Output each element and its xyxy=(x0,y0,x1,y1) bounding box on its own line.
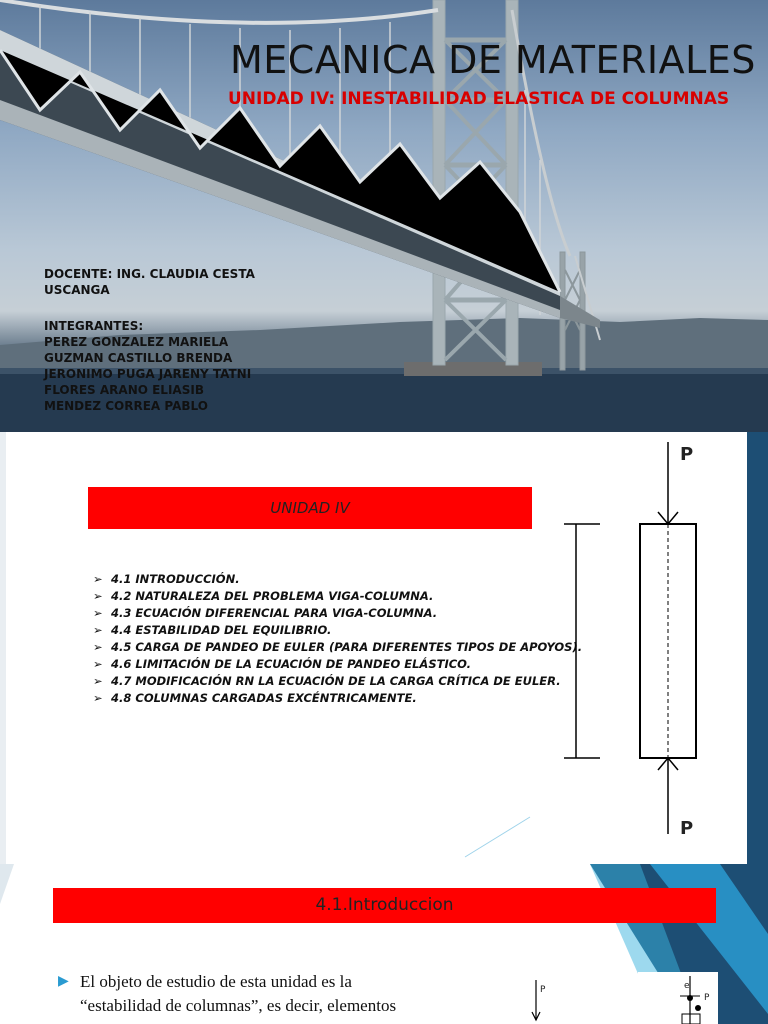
section-banner: 4.1.Introduccion xyxy=(53,888,716,923)
presentation-title: MECANICA DE MATERIALES xyxy=(230,38,756,82)
bullet-arrow-icon: ➢ xyxy=(93,606,103,620)
list-item xyxy=(93,656,582,673)
bullet-arrow-icon: ➢ xyxy=(93,572,103,586)
load-label-p1: P xyxy=(540,985,546,995)
integrante-name: GUZMAN CASTILLO BRENDA xyxy=(44,351,233,365)
list-item-text: 4.3 ECUACIÓN DIFERENCIAL PARA VIGA-COLUMNA. xyxy=(111,606,438,620)
eccentricity-label: e xyxy=(684,981,690,991)
contents-slide xyxy=(0,432,768,864)
bullet-arrow-icon: ➢ xyxy=(93,623,103,637)
bullet-triangle-icon: ▶ xyxy=(58,973,69,989)
list-item-text: 4.6 LIMITACIÓN DE LA ECUACIÓN DE PANDEO ELÁSTICO. xyxy=(111,657,472,671)
title-slide xyxy=(0,0,768,432)
list-item xyxy=(93,673,582,690)
bullet-arrow-icon: ➢ xyxy=(93,640,103,654)
list-item xyxy=(93,588,582,605)
decorative-line xyxy=(460,812,560,862)
length-dimension-line xyxy=(564,524,600,758)
bullet-arrow-icon: ➢ xyxy=(93,657,103,671)
list-item-text: 4.8 COLUMNAS CARGADAS EXCÉNTRICAMENTE. xyxy=(111,691,417,705)
docente-line: USCANGA xyxy=(44,283,110,297)
integrantes-block xyxy=(44,318,304,414)
list-item xyxy=(93,605,582,622)
list-item xyxy=(93,639,582,656)
list-item xyxy=(93,690,582,707)
list-item xyxy=(93,571,582,588)
integrantes-label: INTEGRANTES: xyxy=(44,319,144,333)
integrante-name: FLORES ARANO ELIASIB xyxy=(44,383,204,397)
integrante-name: JERONIMO PUGA JARENY TATNI xyxy=(44,367,252,381)
right-accent-band xyxy=(747,432,768,864)
eccentric-load-diagram xyxy=(518,972,718,1024)
intro-paragraph xyxy=(80,970,492,1018)
paragraph-line: “estabilidad de columnas”, es decir, elementos xyxy=(80,996,397,1015)
integrante-name: PEREZ GONZALEZ MARIELA xyxy=(44,335,229,349)
unit-banner: UNIDAD IV xyxy=(88,487,532,529)
paragraph-line: El objeto de estudio de esta unidad es la xyxy=(80,972,352,991)
top-load-label: P xyxy=(680,444,694,465)
intro-slide xyxy=(0,864,768,1024)
bullet-arrow-icon: ➢ xyxy=(93,691,103,705)
docente-line: DOCENTE: ING. CLAUDIA CESTA xyxy=(44,267,255,281)
column-load-diagram xyxy=(560,432,746,864)
docente-block xyxy=(44,266,274,298)
load-label-p2: P xyxy=(704,993,710,1003)
list-item-text: 4.7 MODIFICACIÓN RN LA ECUACIÓN DE LA CARGA CRÍTICA DE EULER. xyxy=(111,674,561,688)
list-item-text: 4.2 NATURALEZA DEL PROBLEMA VIGA-COLUMNA. xyxy=(111,589,434,603)
list-item xyxy=(93,622,582,639)
bullet-arrow-icon: ➢ xyxy=(93,674,103,688)
topics-list xyxy=(93,571,582,707)
list-item-text: 4.4 ESTABILIDAD DEL EQUILIBRIO. xyxy=(111,623,332,637)
integrante-name: MENDEZ CORREA PABLO xyxy=(44,399,208,413)
list-item-text: 4.5 CARGA DE PANDEO DE EULER (PARA DIFERENTES TIPOS DE APOYOS). xyxy=(111,640,583,654)
bullet-arrow-icon: ➢ xyxy=(93,589,103,603)
presentation-subtitle: UNIDAD IV: INESTABILIDAD ELASTICA DE COLUMNAS xyxy=(228,89,730,109)
list-item-text: 4.1 INTRODUCCIÓN. xyxy=(111,572,240,586)
left-accent-stripe xyxy=(0,432,20,864)
bottom-load-label: P xyxy=(680,818,694,839)
